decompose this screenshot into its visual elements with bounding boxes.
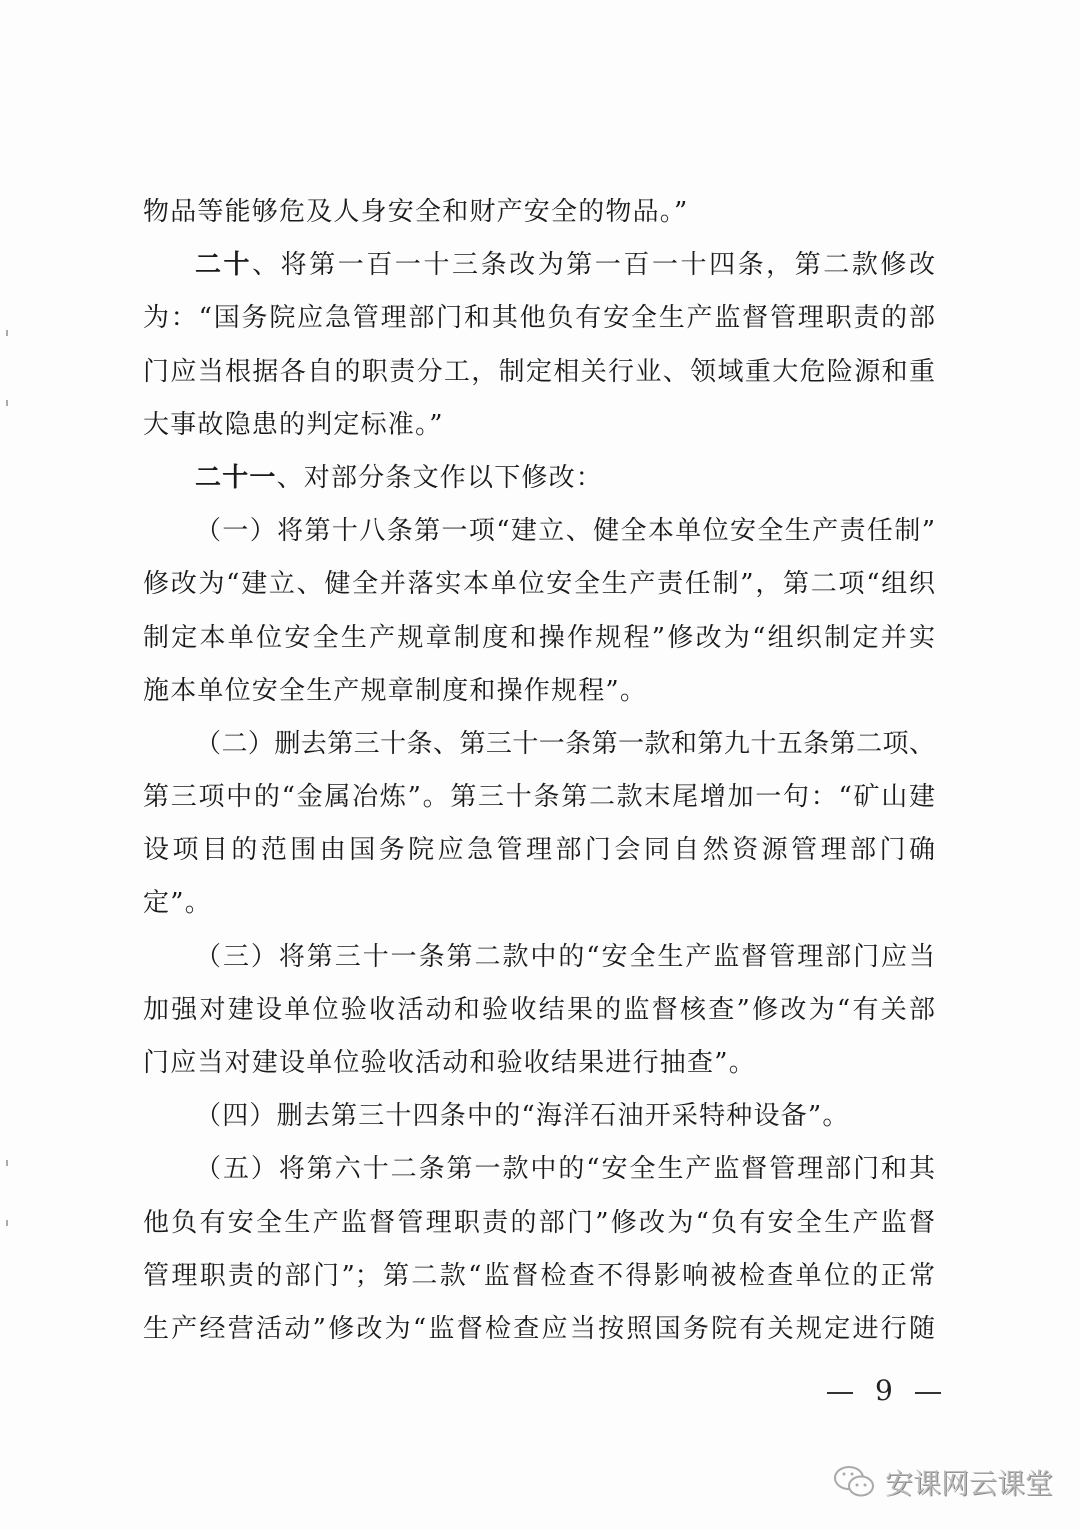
line-text: 、将第一百一十三条改为第一百一十四条，第二款修改 — [252, 250, 935, 281]
line-text: 物品等能够危及人身安全和财产安全的物品。” — [143, 197, 689, 227]
line-text: 生产经营活动”修改为“监督检查应当按照国务院有关规定进行随 — [143, 1313, 935, 1344]
article-number: 二十一 — [195, 462, 277, 493]
scan-mark — [6, 1220, 8, 1226]
wechat-icon — [833, 1464, 877, 1500]
line-text: 设项目的范围由国务院应急管理部门会同自然资源管理部门确 — [143, 835, 935, 866]
dash — [915, 1392, 941, 1394]
line-text: （四）删去第三十四条中的“海洋石油开采特种设备”。 — [195, 1101, 850, 1132]
line-text: （五）将第六十二条第一款中的“安全生产监督管理部门和其 — [195, 1154, 935, 1185]
document-body — [143, 186, 935, 1356]
text-line — [143, 665, 935, 718]
line-text: 施本单位安全生产规章制度和操作规程”。 — [143, 675, 648, 706]
line-text: （三）将第三十一条第二款中的“安全生产监督管理部门应当 — [195, 941, 935, 972]
text-line — [143, 399, 935, 452]
line-text: 、对部分条文作以下修改： — [276, 462, 604, 493]
text-line — [143, 771, 935, 824]
line-text: （二）删去第三十条、第三十一条第一款和第九十五条第二项、 — [195, 728, 935, 759]
text-line — [143, 1303, 935, 1356]
scan-mark — [6, 330, 8, 336]
text-line — [143, 1090, 935, 1143]
line-text: 加强对建设单位验收活动和验收结果的监督核查”修改为“有关部 — [143, 994, 935, 1025]
text-line — [143, 1037, 935, 1090]
line-text: 门应当根据各自的职责分工，制定相关行业、领域重大危险源和重 — [143, 356, 935, 387]
text-line — [143, 1197, 935, 1250]
page-number-text: 9 — [875, 1374, 893, 1407]
watermark-text: 安课网云课堂 — [885, 1467, 1054, 1500]
watermark — [833, 1462, 1053, 1502]
text-line — [143, 292, 935, 345]
line-text: 制定本单位安全生产规章制度和操作规程”修改为“组织制定并实 — [143, 622, 935, 653]
line-text: 管理职责的部门”；第二款“监督检查不得影响被检查单位的正常 — [143, 1260, 935, 1291]
scan-mark — [6, 1160, 8, 1166]
line-text: 大事故隐患的判定标准。” — [143, 409, 444, 440]
text-line — [143, 346, 935, 399]
text-line — [143, 718, 935, 771]
article-number: 二十 — [195, 250, 253, 281]
line-text: 修改为“建立、健全并落实本单位安全生产责任制”，第二项“组织 — [143, 569, 935, 600]
text-line — [143, 931, 935, 984]
text-line — [143, 505, 935, 558]
line-text: （一）将第十八条第一项“建立、健全本单位安全生产责任制” — [195, 516, 935, 547]
text-line — [143, 1143, 935, 1196]
text-line — [143, 877, 935, 930]
line-text: 第三项中的“金属冶炼”。第三十条第二款末尾增加一句：“矿山建 — [143, 782, 935, 813]
scan-mark — [6, 400, 8, 406]
page-number — [805, 1374, 963, 1407]
line-text: 为：“国务院应急管理部门和其他负有安全生产监督管理职责的部 — [143, 303, 935, 334]
text-line — [143, 452, 935, 505]
dash — [827, 1392, 853, 1394]
text-line — [143, 239, 935, 292]
text-line — [143, 824, 935, 877]
line-text: 定”。 — [143, 888, 212, 919]
line-text: 门应当对建设单位验收活动和验收结果进行抽查”。 — [143, 1048, 756, 1078]
text-line — [143, 186, 935, 239]
text-line — [143, 558, 935, 611]
line-text: 他负有安全生产监督管理职责的部门”修改为“负有安全生产监督 — [143, 1207, 935, 1238]
text-line — [143, 1250, 935, 1303]
text-line — [143, 612, 935, 665]
text-line — [143, 984, 935, 1037]
